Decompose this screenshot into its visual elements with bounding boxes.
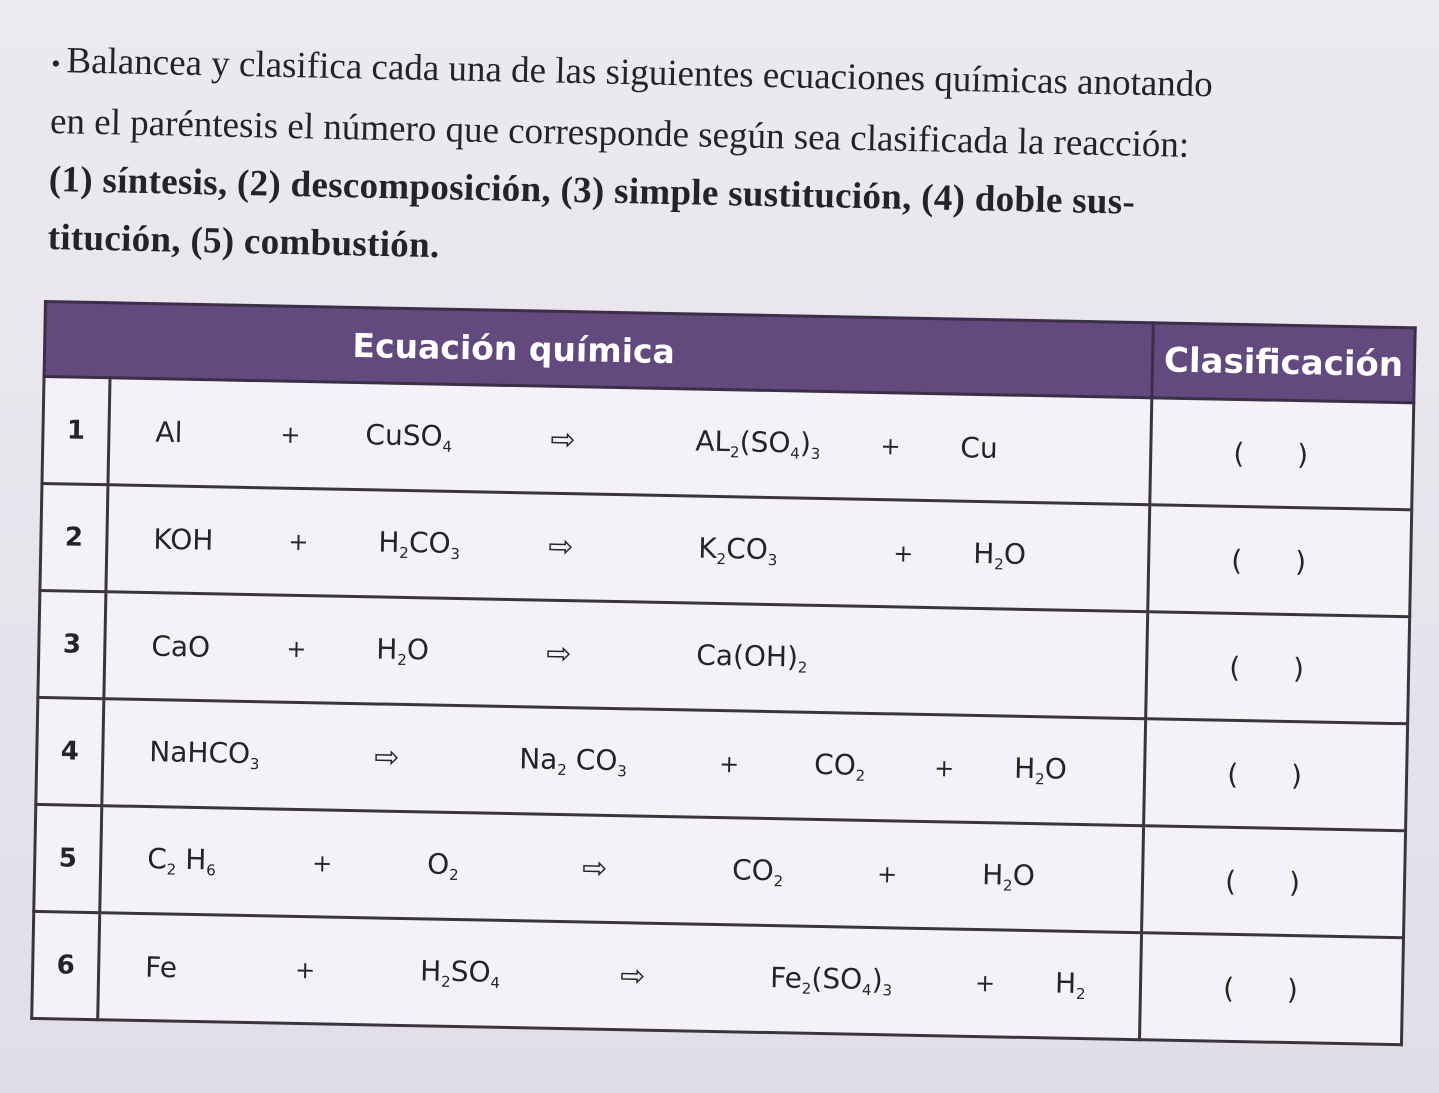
product-formula: $H_2O$ <box>972 536 1027 574</box>
row-number: 1 <box>42 377 110 485</box>
exercise-instructions <box>47 32 1372 295</box>
reactant-formula: CuSO$_4$ <box>365 418 453 456</box>
plus-sign: + <box>718 750 740 779</box>
product-formula: $CO_2$ <box>731 853 784 891</box>
reaction-arrow-icon: ⇨ <box>545 636 572 672</box>
equation-cell <box>102 699 1146 826</box>
product-formula: Cu <box>960 431 998 465</box>
plus-sign: + <box>288 527 309 557</box>
reactant-formula: KOH <box>153 522 214 557</box>
bullet-point: • <box>51 48 61 79</box>
plus-sign: + <box>286 634 307 664</box>
reactant-formula: $H_2O$ <box>376 632 430 670</box>
plus-sign: + <box>880 432 901 461</box>
reaction-arrow-icon: ⇨ <box>550 422 576 458</box>
plus-sign: + <box>893 539 914 568</box>
reactant-formula: $C_2$ $H_6$ <box>146 842 216 880</box>
product-formula: $Ca(OH)_2$ <box>695 638 808 677</box>
product-formula: $Fe_2(SO_4)_3$ <box>769 961 893 1000</box>
product-formula: $CO_2$ <box>813 747 866 785</box>
equation-cell <box>98 913 1142 1040</box>
equation-cell <box>106 485 1150 612</box>
classification-answer[interactable]: ( ) <box>1142 826 1406 938</box>
row-number: 2 <box>40 483 108 591</box>
instructions-line-2: en el paréntesis el número que corresponde según sea clasificada la reacción: <box>49 100 1190 166</box>
product-formula: $H_2$ <box>1054 966 1086 1004</box>
row-number: 4 <box>36 697 104 805</box>
plus-sign: + <box>876 860 898 889</box>
equation-cell <box>100 806 1144 933</box>
reaction-arrow-icon: ⇨ <box>548 529 574 565</box>
row-number: 5 <box>34 804 102 912</box>
reactant-formula: NaHCO$_3$ <box>149 735 260 774</box>
product-formula: $Na_2$ $CO_3$ <box>518 742 627 781</box>
plus-sign: + <box>280 420 301 449</box>
classification-answer[interactable]: ( ) <box>1146 612 1410 724</box>
classification-answer[interactable]: ( ) <box>1144 719 1408 831</box>
reactant-formula: $O_2$ <box>426 847 459 885</box>
product-formula: $H_2O$ <box>981 858 1036 895</box>
plus-sign: + <box>311 849 333 878</box>
reactant-formula: Al <box>155 415 183 450</box>
reactant-formula: $H_2SO_4$ <box>419 954 501 992</box>
row-number: 6 <box>32 911 100 1019</box>
plus-sign: + <box>294 955 316 985</box>
instructions-line-1: • Balancea y clasifica cada una de las siguientes ecuaciones químicas anotando <box>51 40 1214 106</box>
header-classification: Clasificación <box>1152 323 1415 403</box>
plus-sign: + <box>974 969 996 998</box>
reactions-table-wrapper <box>30 300 1414 1061</box>
product-formula: $AL_2(SO_4)_3$ <box>695 424 821 463</box>
instructions-line-3: (1) síntesis, (2) descomposición, (3) simple sustitución, (4) doble sus- <box>48 158 1136 223</box>
row-number: 3 <box>38 590 106 698</box>
equation-cell <box>104 592 1148 719</box>
plus-sign: + <box>933 754 955 783</box>
instructions-line-4: titución, (5) combustión. <box>47 216 440 267</box>
product-formula: $H_2O$ <box>1013 751 1068 789</box>
reactant-formula: $H_2CO_3$ <box>378 525 461 564</box>
product-formula: $K_2CO_3$ <box>698 531 778 570</box>
reactant-formula: Fe <box>144 950 178 985</box>
equation-cell <box>108 378 1152 505</box>
header-equation: Ecuación química <box>44 302 1153 398</box>
classification-answer[interactable]: ( ) <box>1148 505 1412 617</box>
reactant-formula: CaO <box>151 629 211 664</box>
reaction-arrow-icon: ⇨ <box>619 958 646 995</box>
reactions-table <box>30 300 1417 1046</box>
classification-answer[interactable]: ( ) <box>1140 933 1404 1045</box>
classification-answer[interactable]: ( ) <box>1150 398 1414 510</box>
reaction-arrow-icon: ⇨ <box>373 739 400 776</box>
reaction-arrow-icon: ⇨ <box>581 850 608 887</box>
